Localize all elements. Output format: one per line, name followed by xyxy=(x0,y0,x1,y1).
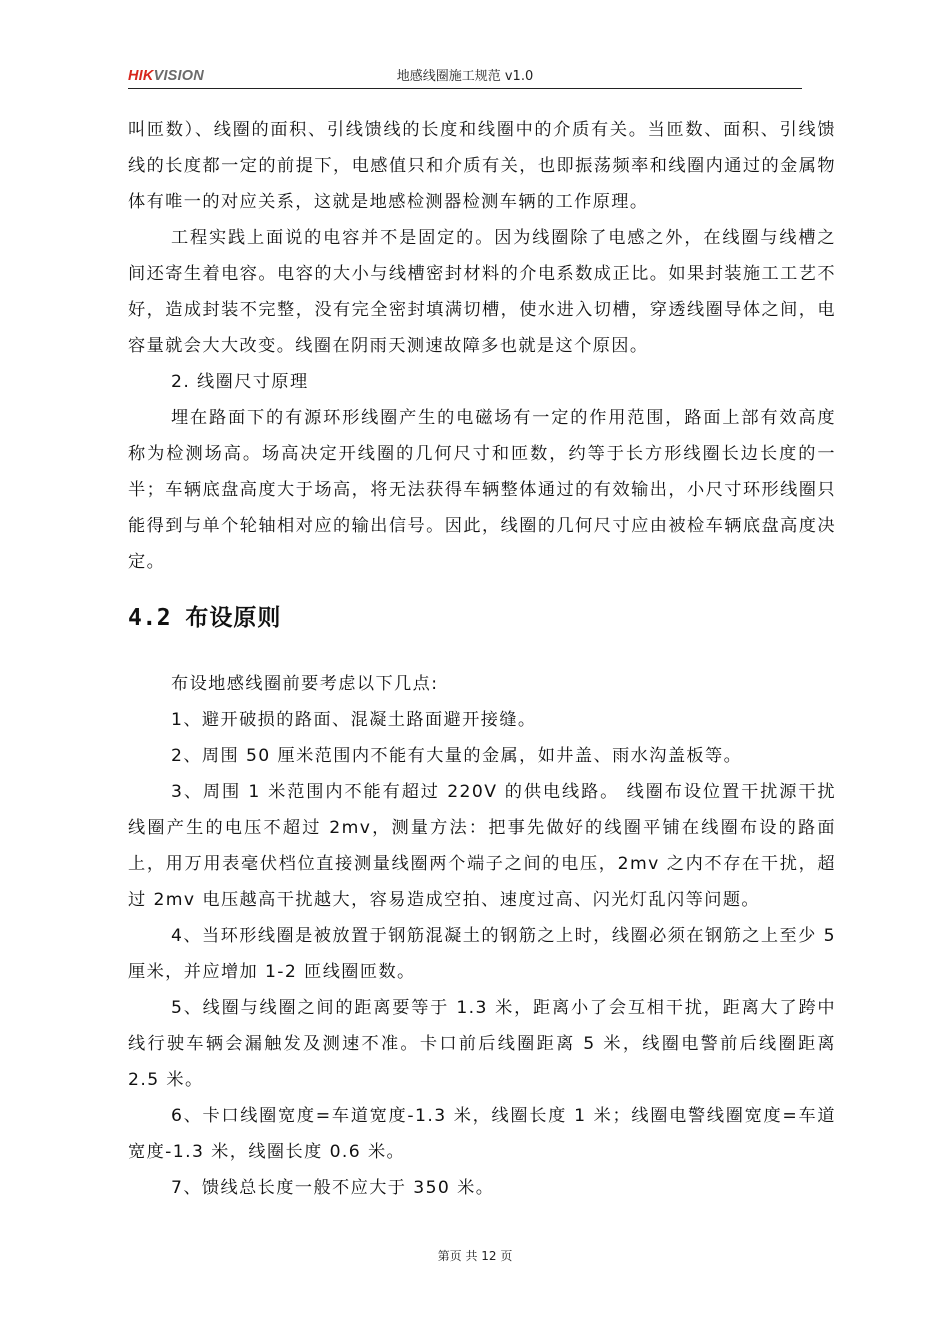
list-intro: 布设地感线圈前要考虑以下几点: xyxy=(171,674,439,694)
paragraph-continuation: 叫匝数）、线圈的面积、引线馈线的长度和线圈中的介质有关。当匝数、面积、引线馈线的长度都一定的前提下，电感值只和介质有关，也即振荡频率和线圈内通过的金属物体有唯一的对应关系，这就是地感检测器检测车辆的工作原理。 xyxy=(128,120,836,212)
header-divider xyxy=(128,88,802,89)
list-item: 6、卡口线圈宽度=车道宽度-1.3 米，线圈长度 1 米；线圈电警线圈宽度=车道宽度-1.3 米，线圈长度 0.6 米。 xyxy=(128,1106,836,1162)
paragraph-coil-size: 埋在路面下的有源环形线圈产生的电磁场有一定的作用范围，路面上部有效高度称为检测场高。场高决定开线圈的几何尺寸和匝数，约等于长方形线圈长边长度的一半；车辆底盘高度大于场高，将无法获得车辆整体通过的有效输出，小尺寸环形线圈只能得到与单个轮轴相对应的输出信号。因此，线圈的几何尺寸应由被检车辆底盘高度决定。 xyxy=(128,408,836,572)
page-footer: 第页 共 12 页 xyxy=(437,1249,513,1263)
page-header xyxy=(128,66,802,88)
list-item: 4、当环形线圈是被放置于钢筋混凝土的钢筋之上时，线圈必须在钢筋之上至少 5 厘米，并应增加 1-2 匝线圈匝数。 xyxy=(128,926,836,982)
paragraph-capacitance: 工程实践上面说的电容并不是固定的。因为线圈除了电感之外，在线圈与线槽之间还寄生着电容。电容的大小与线槽密封材料的介电系数成正比。如果封装施工工艺不好，造成封装不完整，没有完全密封填满切槽，使水进入切槽，穿透线圈导体之间，电容量就会大大改变。线圈在阴雨天测速故障多也就是这个原因。 xyxy=(128,228,836,356)
list-item: 3、周围 1 米范围内不能有超过 220V 的供电线路。 线圈布设位置干扰源干扰线圈产生的电压不超过 2mv，测量方法：把事先做好的线圈平铺在线圈布设的路面上，用万用表毫伏档位直接测量线圈两个端子之间的电压，2mv 之内不存在干扰，超过 2mv 电压越高干扰越大，容易造成空拍、速度过高、闪光灯乱闪等问题。 xyxy=(128,782,836,910)
list-item: 1、避开破损的路面、混凝土路面避开接缝。 xyxy=(171,710,537,730)
list-item: 2、周围 50 厘米范围内不能有大量的金属，如井盖、雨水沟盖板等。 xyxy=(171,746,743,766)
list-item: 7、馈线总长度一般不应大于 350 米。 xyxy=(171,1178,495,1198)
hikvision-logo: HIKVISION xyxy=(128,68,204,84)
section-title: 布设原则 xyxy=(185,605,282,631)
list-item: 5、线圈与线圈之间的距离要等于 1.3 米，距离小了会互相干扰，距离大了跨中线行驶车辆会漏触发及测速不准。卡口前后线圈距离 5 米，线圈电警前后线圈距离 2.5 米。 xyxy=(128,998,836,1090)
document-title: 地感线圈施工规范 v1.0 xyxy=(396,69,534,84)
section-heading xyxy=(128,600,836,636)
subsection-heading: 2. 线圈尺寸原理 xyxy=(171,372,309,392)
section-number: 4.2 xyxy=(128,605,172,631)
page-body xyxy=(128,112,836,1206)
